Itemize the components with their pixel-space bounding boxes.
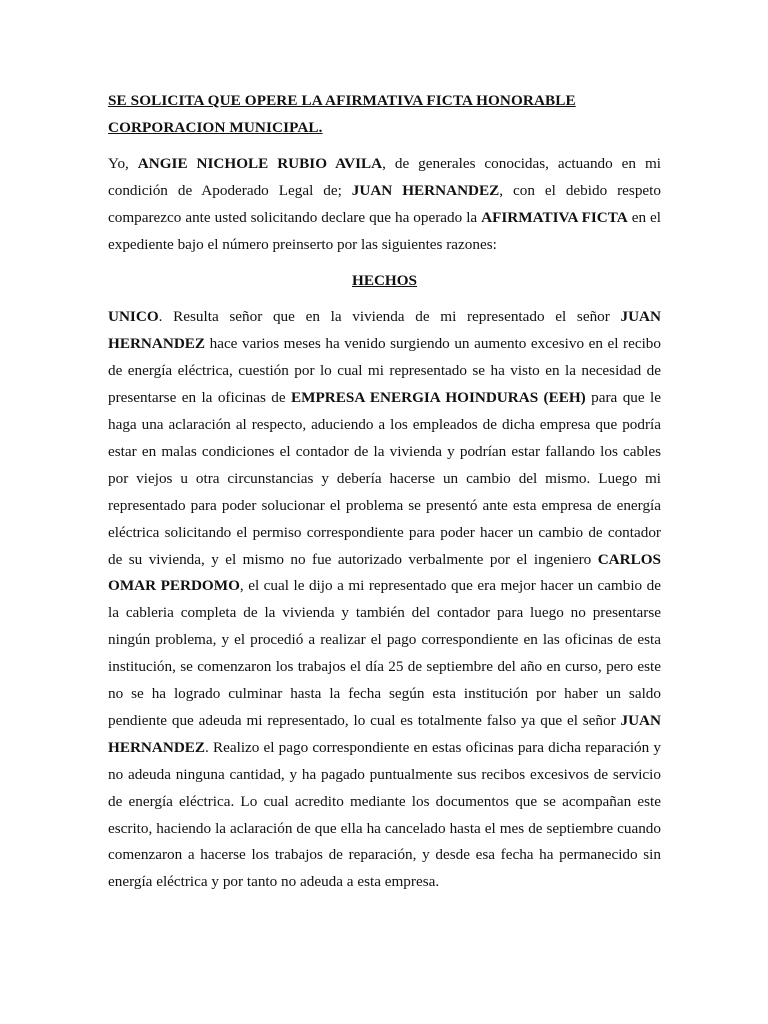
section-heading-hechos: HECHOS (352, 272, 417, 290)
facts-text-5: . Realizo el pago correspondiente en estas oficinas para dicha reparación y no adeuda ninguna cantidad, y ha pagado puntualmente sus recibos excesivos de servicio de energía eléctrica. Lo cual acredito mediante los documentos que se acompañan este escrito, haciendo la aclaración de que ella ha cancelado hasta el mes de septiembre cuando comenzaron a hacerse los trabajos de reparación, y desde esa fecha ha permanecido sin energía eléctrica y por tanto no adeuda a esta empresa. (108, 738, 661, 891)
facts-text-3: para que le haga una aclaración al respecto, aduciendo a los empleados de dicha empresa que podría estar en malas condiciones el contador de la vivienda y podrían estar fallando los cables por viejos u otra circunstancias y debería hacerse un cambio del mismo. Luego mi representado para poder solucionar el problema se presentó ante esta empresa de energía eléctrica solicitando el permiso correspondiente para poder hacer un cambio de contador de su vivienda, y el mismo no fue autorizado verbalmente por el ingeniero (108, 389, 661, 568)
intro-attorney-name: ANGIE NICHOLE RUBIO AVILA (137, 154, 383, 172)
facts-client-name-1: JUAN HERNANDEZ (108, 308, 661, 353)
intro-paragraph (108, 151, 661, 259)
facts-company-name: EMPRESA ENERGIA HOINDURAS (EEH) (291, 389, 586, 407)
intro-text-4: en el expediente bajo el número preinserto por las siguientes razones: (108, 208, 662, 253)
intro-text-1: Yo, (108, 154, 138, 172)
document-title (108, 88, 661, 142)
intro-afirmativa-ficta: AFIRMATIVA FICTA (481, 208, 628, 226)
facts-engineer-name: CARLOS OMAR PERDOMO (108, 550, 661, 595)
facts-client-name-2: JUAN HERNANDEZ (108, 711, 661, 756)
document-page (108, 88, 661, 896)
facts-text-2: hace varios meses ha venido surgiendo un aumento excesivo en el recibo de energía eléctrica, cuestión por lo cual mi representado se ha visto en la necesidad de presentarse en la oficinas de (108, 335, 661, 407)
title-line-1: SE SOLICITA QUE OPERE LA AFIRMATIVA FICTA HONORABLE (108, 92, 576, 109)
intro-client-name: JUAN HERNANDEZ (351, 181, 500, 199)
facts-text-1: . Resulta señor que en la vivienda de mi representado el señor (158, 308, 621, 326)
title-line-2: CORPORACION MUNICIPAL. (108, 118, 323, 136)
intro-text-2: , de generales conocidas, actuando en mi condición de Apoderado Legal de; (108, 154, 661, 199)
facts-unico: UNICO (108, 308, 159, 326)
facts-paragraph (108, 304, 661, 896)
facts-text-4: , el cual le dijo a mi representado que era mejor hacer un cambio de la cableria completa de la vivienda y también del contador para luego no presentarse ningún problema, y el procedió a realizar el pago correspondiente en las oficinas de esta institución, se comenzaron los trabajos el día 25 de septiembre del año en curso, pero este no se ha logrado culminar hasta la fecha según esta institución por haber un saldo pendiente que adeuda mi representado, lo cual es totalmente falso ya que el señor (108, 577, 661, 729)
intro-text-3: , con el debido respeto comparezco ante usted solicitando declare que ha operado la (108, 181, 661, 226)
